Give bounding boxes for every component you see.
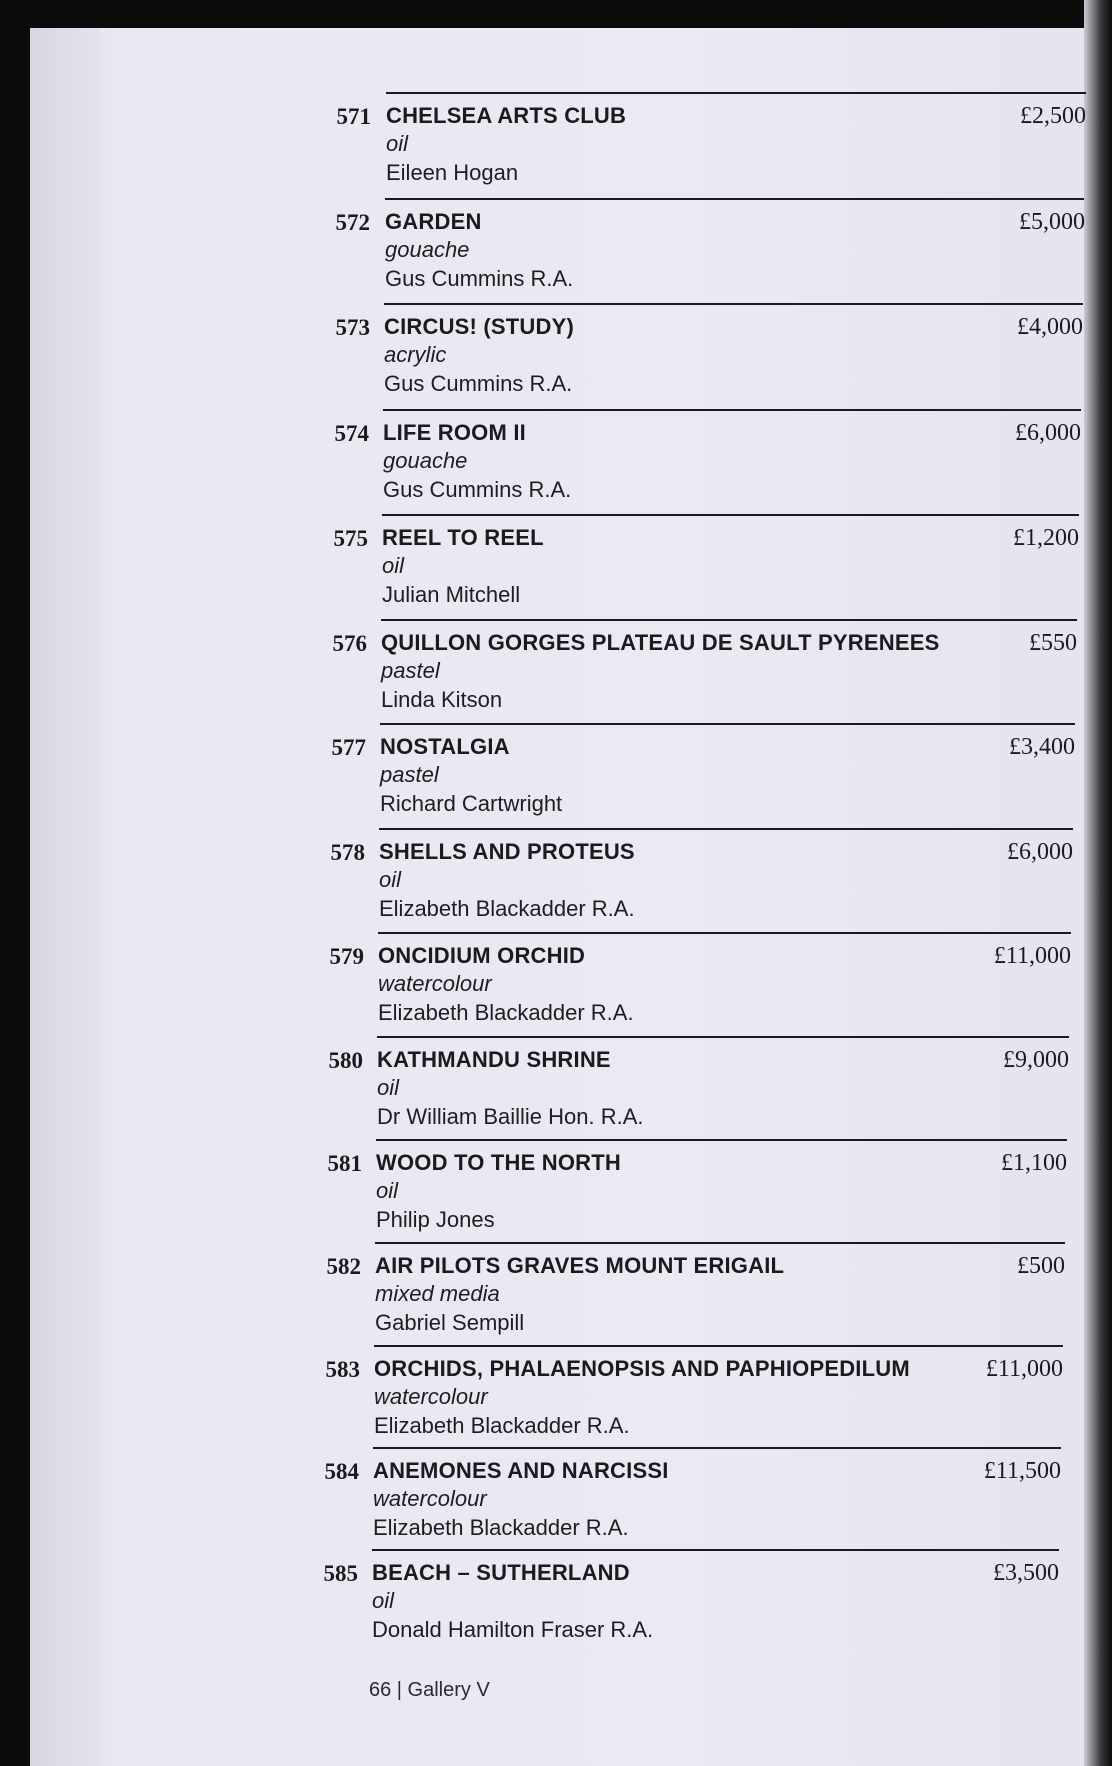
artist-name: Gabriel Sempill xyxy=(375,1310,525,1335)
artwork-medium: pastel xyxy=(380,762,439,787)
artwork-medium: pastel xyxy=(381,658,440,683)
artwork-medium: oil xyxy=(376,1178,399,1203)
artwork-title: SHELLS AND PROTEUS xyxy=(379,839,635,864)
artwork-price: £550 xyxy=(1029,630,1077,656)
list-item xyxy=(0,1139,1112,1249)
artwork-medium: watercolour xyxy=(374,1384,488,1409)
artist-name: Gus Cummins R.A. xyxy=(384,371,573,396)
lot-number: 575 xyxy=(333,526,368,551)
list-item xyxy=(0,409,1112,519)
artwork-price: £11,000 xyxy=(993,943,1071,969)
artwork-price: £11,000 xyxy=(985,1356,1063,1382)
artwork-medium: acrylic xyxy=(384,342,447,367)
list-item xyxy=(0,723,1112,833)
artwork-medium: mixed media xyxy=(375,1281,500,1306)
page-footer: 66 | Gallery V xyxy=(369,1679,490,1701)
list-item xyxy=(0,1345,1112,1455)
artist-name: Philip Jones xyxy=(376,1207,495,1232)
lot-number: 585 xyxy=(323,1561,358,1586)
divider xyxy=(372,1549,1059,1551)
artwork-title: AIR PILOTS GRAVES MOUNT ERIGAIL xyxy=(375,1253,785,1278)
artwork-price: £5,000 xyxy=(1019,209,1085,235)
lot-number: 578 xyxy=(330,840,365,865)
divider xyxy=(386,92,1086,94)
list-item xyxy=(0,1242,1112,1352)
artist-name: Linda Kitson xyxy=(381,687,503,712)
lot-number: 577 xyxy=(331,735,366,760)
divider xyxy=(385,198,1084,200)
artwork-price: £2,500 xyxy=(1020,103,1086,129)
artist-name: Elizabeth Blackadder R.A. xyxy=(373,1515,629,1540)
lot-number: 571 xyxy=(336,104,371,129)
artist-name: Elizabeth Blackadder R.A. xyxy=(374,1413,630,1438)
divider xyxy=(379,828,1073,830)
artist-name: Gus Cummins R.A. xyxy=(383,477,572,502)
artwork-title: ANEMONES AND NARCISSI xyxy=(373,1458,669,1483)
artwork-title: CHELSEA ARTS CLUB xyxy=(386,103,627,128)
lot-number: 574 xyxy=(334,421,369,446)
artist-name: Elizabeth Blackadder R.A. xyxy=(379,896,635,921)
divider xyxy=(374,1345,1063,1347)
list-item xyxy=(0,619,1112,729)
lot-number: 583 xyxy=(325,1357,360,1382)
artist-name: Richard Cartwright xyxy=(380,791,563,816)
lot-number: 581 xyxy=(327,1151,362,1176)
artwork-title: KATHMANDU SHRINE xyxy=(377,1047,611,1072)
artwork-title: QUILLON GORGES PLATEAU DE SAULT PYRENEES xyxy=(381,630,940,655)
divider xyxy=(384,303,1083,305)
list-item xyxy=(0,198,1112,308)
artwork-price: £6,000 xyxy=(1007,839,1073,865)
list-item xyxy=(0,92,1112,202)
lot-number: 576 xyxy=(332,631,367,656)
artwork-medium: oil xyxy=(372,1588,395,1613)
artwork-title: REEL TO REEL xyxy=(382,525,544,550)
artwork-medium: watercolour xyxy=(373,1486,487,1511)
list-item xyxy=(0,1447,1112,1557)
divider xyxy=(377,1036,1069,1038)
divider xyxy=(376,1139,1067,1141)
lot-number: 580 xyxy=(328,1048,363,1073)
artwork-price: £3,400 xyxy=(1009,734,1075,760)
artwork-title: ORCHIDS, PHALAENOPSIS AND PAPHIOPEDILUM xyxy=(374,1356,910,1381)
lot-number: 579 xyxy=(329,944,364,969)
artwork-medium: oil xyxy=(386,131,409,156)
artwork-price: £9,000 xyxy=(1003,1047,1069,1073)
artwork-title: WOOD TO THE NORTH xyxy=(376,1150,621,1175)
lot-number: 572 xyxy=(335,210,370,235)
artwork-medium: watercolour xyxy=(378,971,492,996)
artwork-price: £1,200 xyxy=(1013,525,1079,551)
artist-name: Donald Hamilton Fraser R.A. xyxy=(372,1617,654,1642)
lot-number: 584 xyxy=(324,1459,359,1484)
artwork-price: £500 xyxy=(1017,1253,1065,1279)
artwork-title: NOSTALGIA xyxy=(380,734,510,759)
divider xyxy=(375,1242,1065,1244)
artwork-title: BEACH – SUTHERLAND xyxy=(372,1560,630,1585)
list-item xyxy=(0,1036,1112,1146)
divider xyxy=(380,723,1075,725)
artwork-title: CIRCUS! (STUDY) xyxy=(384,314,574,339)
divider xyxy=(382,514,1079,516)
artist-name: Elizabeth Blackadder R.A. xyxy=(378,1000,634,1025)
artwork-medium: gouache xyxy=(383,448,468,473)
artwork-price: £3,500 xyxy=(993,1560,1059,1586)
artwork-price: £1,100 xyxy=(1001,1150,1067,1176)
list-item xyxy=(0,828,1112,938)
artwork-title: GARDEN xyxy=(385,209,482,234)
artwork-title: LIFE ROOM II xyxy=(383,420,526,445)
artwork-price: £6,000 xyxy=(1015,420,1081,446)
artwork-medium: oil xyxy=(377,1075,400,1100)
lot-number: 573 xyxy=(335,315,370,340)
divider xyxy=(381,619,1077,621)
artist-name: Gus Cummins R.A. xyxy=(385,266,574,291)
list-item xyxy=(0,932,1112,1042)
list-item xyxy=(0,514,1112,624)
artist-name: Julian Mitchell xyxy=(382,582,521,607)
list-item xyxy=(0,303,1112,413)
list-item xyxy=(0,1549,1112,1659)
artwork-medium: oil xyxy=(379,867,402,892)
artwork-price: £4,000 xyxy=(1017,314,1083,340)
divider xyxy=(373,1447,1061,1449)
artist-name: Eileen Hogan xyxy=(386,160,519,185)
artist-name: Dr William Baillie Hon. R.A. xyxy=(377,1104,644,1129)
artwork-medium: oil xyxy=(382,553,405,578)
divider xyxy=(383,409,1081,411)
artwork-medium: gouache xyxy=(385,237,470,262)
artwork-price: £11,500 xyxy=(983,1458,1061,1484)
divider xyxy=(378,932,1071,934)
lot-number: 582 xyxy=(326,1254,361,1279)
artwork-title: ONCIDIUM ORCHID xyxy=(378,943,586,968)
